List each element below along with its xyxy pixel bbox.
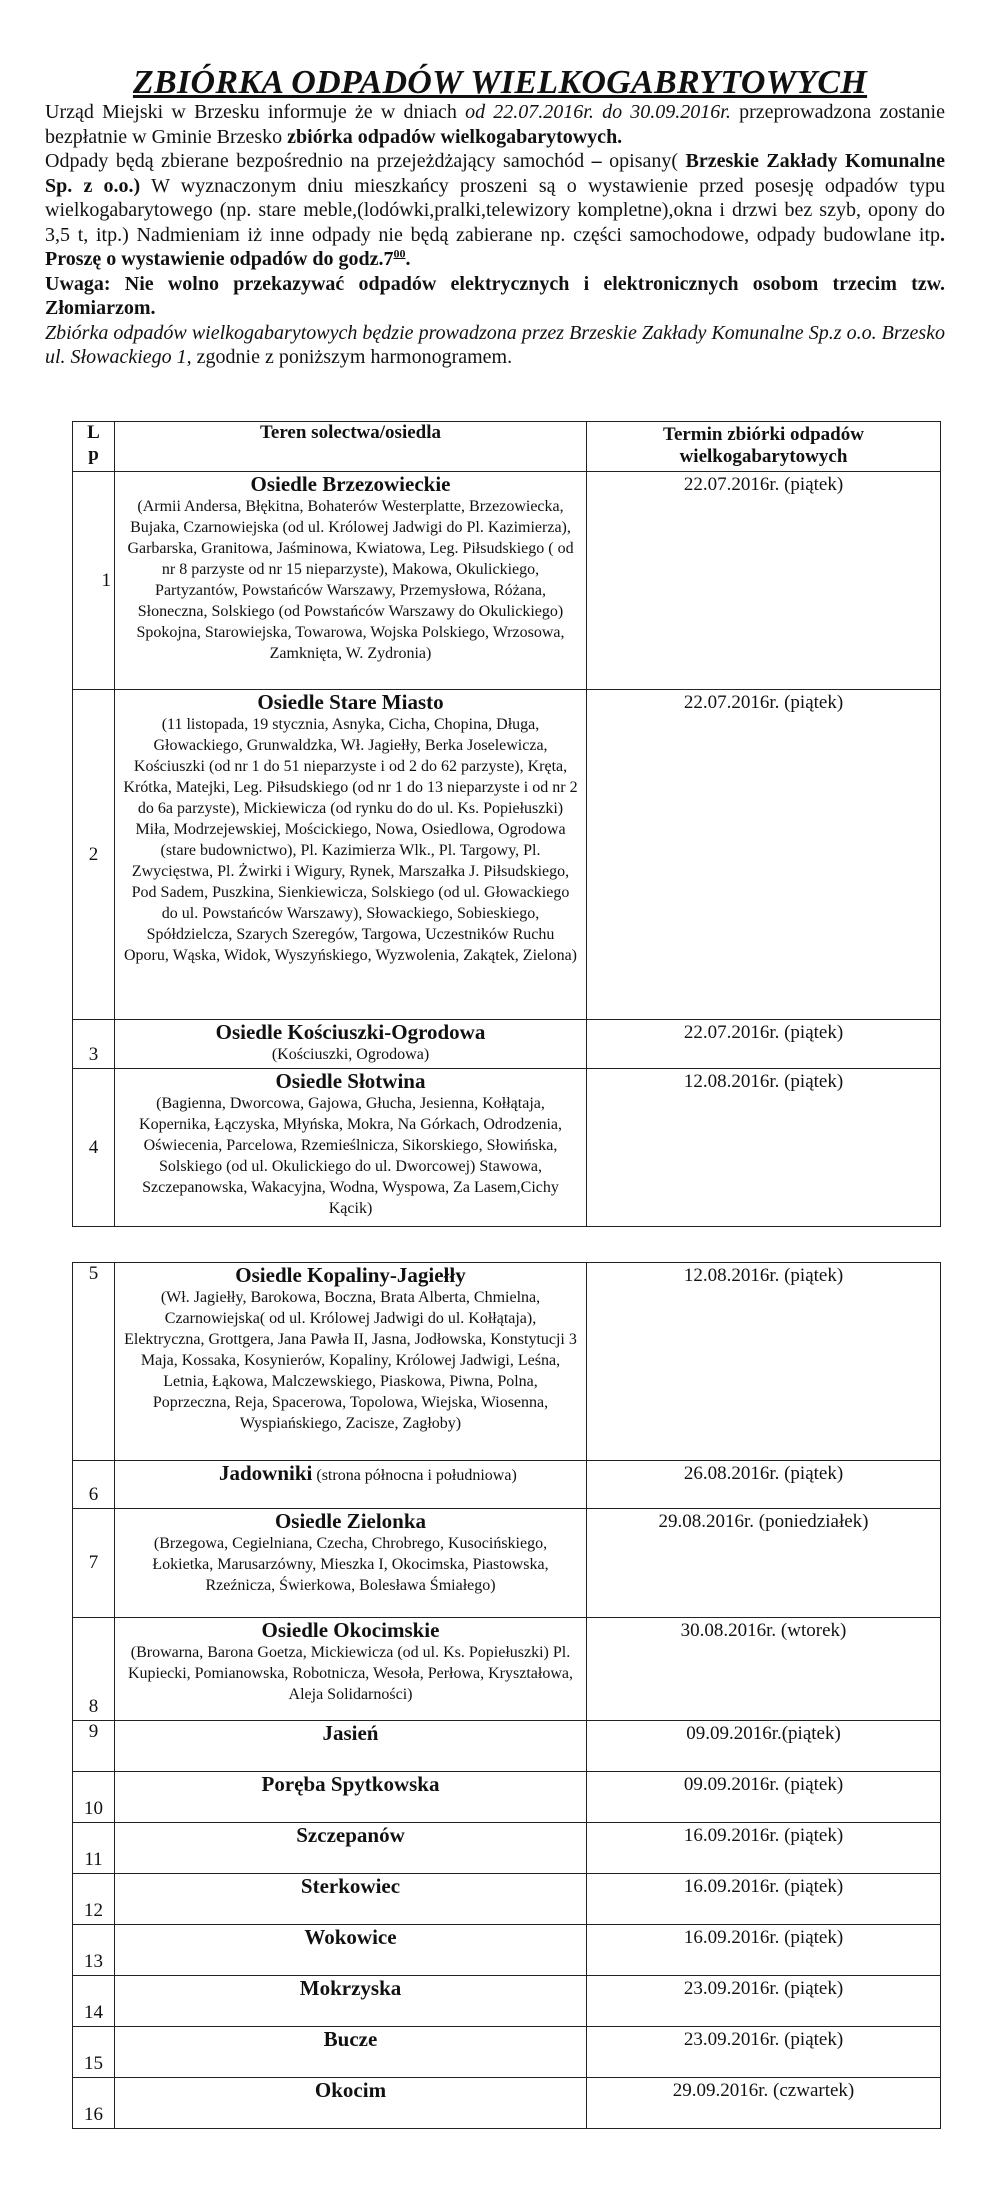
table-row [73,472,941,690]
area-name: Okocim [314,2078,387,2102]
area-streets: (Armii Andersa, Błękitna, Bohaterów Westerplatte, Brzezowiecka, Bujaka, Czarnowiejska (od ul. Królowej Jadwigi do Pl. Kazimierza), Garbarska, Granitowa, Jaśminowa, Kwiatowa, Leg. Piłsudskiego ( od nr 8 parzyste od nr 15 nieparzyste), Makowa, Okulickiego, Partyzantów, Powstańców Warszawy, Przemysłowa, Różana, Słoneczna, Solskiego (od Powstańców Warszawy do Okulickiego) Spokojna, Starowiejska, Towarowa, Wojska Polskiego, Wrzosowa, Zamknięta, W. Zydronia) [127,498,574,662]
row-number: 8 [73,1618,115,1721]
table-row [73,1721,941,1772]
row-number: 7 [73,1509,115,1618]
announcement-text: Urząd Miejski w Brzesku informuje że w dniach [45,101,466,123]
area-name: Mokrzyska [299,1976,402,2000]
operator-text: Zbiórka odpadów wielkogabarytowych będzie prowadzona przez Brzeskie Zakłady Komunalne Sp.z o.o. Brzesko ul. Słowackiego 1, [45,321,945,368]
collection-date: 30.08.2016r. (wtorek) [587,1618,941,1721]
area-name: Osiedle Kościuszki-Ogrodowa [215,1020,486,1044]
area-name: Wokowice [304,1925,397,1949]
area-cell [115,1509,587,1618]
collection-name: zbiórka odpadów wielkogabarytowych. [287,125,623,148]
area-streets: (Bagienna, Dworcowa, Gajowa, Głucha, Jesienna, Kołłątaja, Kopernika, Łączyska, Młyńska, Mokra, Na Górkach, Odrodzenia, Oświecenia, Parcelowa, Rzemieślnicza, Sikorskiego, Słowińska, Solskiego (od ul. Okulickiego do ul. Dworcowej) Stawowa, Szczepanowska, Wakacyjna, Wodna, Wyspowa, Za Lasem,Cichy Kącik) [139,1095,562,1217]
area-cell [115,2078,587,2129]
area-name: Osiedle Słotwina [275,1069,426,1093]
area-cell [115,1976,587,2027]
table-row [73,1772,941,1823]
area-streets: (Wł. Jagiełły, Barokowa, Boczna, Brata Alberta, Chmielna, Czarnowiejska( od ul. Królowej Jadwigi do ul. Kołłątaja), Elektryczna, Grottgera, Jana Pawła II, Jasna, Jodłowska, Konstytucji 3 Maja, Kossaka, Kosynierów, Kopaliny, Królowej Jadwigi, Leśna, Letnia, Łąkowa, Malczewskiego, Piaskowa, Piwna, Polna, Poprzeczna, Reja, Spacerowa, Topolowa, Wiejska, Wiosenna, Wyspiańskiego, Zacisze, Zagłoby) [124,1289,577,1432]
row-number: 16 [73,2078,115,2129]
collection-date: 12.08.2016r. (piątek) [587,1069,941,1227]
header-date: Termin zbiórki odpadów wielkogabarytowych [587,422,941,472]
schedule-table-part-1 [72,421,941,1227]
collection-date: 26.08.2016r. (piątek) [587,1461,941,1509]
collection-date: 16.09.2016r. (piątek) [587,1874,941,1925]
area-streets: (11 listopada, 19 stycznia, Asnyka, Cicha, Chopina, Długa, Głowackiego, Grunwaldzka, Wł. Jagiełły, Berka Joselewicza, Kościuszki (od nr 1 do 51 nieparzyste i od 2 do 62 parzyste), Kręta, Krótka, Matejki, Leg. Piłsudskiego (od nr 1 do 13 nieparzyste i od nr 2 do 6a parzyste), Mickiewicza (od rynku do do ul. Ks. Popiełuszki) Miła, Modrzejewskiej, Mościckiego, Nowa, Osiedlowa, Ogrodowa (stare budownictwo), Pl. Kazimierza Wlk., Pl. Targowy, Pl. Zwycięstwa, Pl. Żwirki i Wigury, Rynek, Marszałka J. Piłsudskiego, Pod Sadem, Puszkina, Sienkiewicza, Solskiego (od ul. Głowackiego do ul. Powstańców Warszawy), Słowackiego, Sobieskiego, Spółdzielcza, Szarych Szeregów, Targowa, Uczestników Ruchu Oporu, Wąska, Widok, Wyszyńskiego, Wyzwolenia, Zakątek, Zielona) [123,716,578,964]
row-number: 4 [73,1069,115,1227]
intro-paragraph-details [45,149,945,272]
header-area: Teren solectwa/osiedla [115,422,587,472]
collection-date: 29.08.2016r. (poniedziałek) [587,1509,941,1618]
table-row [73,1618,941,1721]
area-cell [115,1069,587,1227]
area-name: Bucze [323,2027,378,2051]
area-name: Osiedle Zielonka [274,1509,427,1533]
row-number: 5 [73,1263,115,1461]
area-cell [115,472,587,690]
row-number: 13 [73,1925,115,1976]
area-cell [115,2027,587,2078]
table-row [73,1509,941,1618]
table-row [73,1823,941,1874]
operator-text-cont: zgodnie z poniższym harmonogramem. [191,346,513,368]
collection-date: 16.09.2016r. (piątek) [587,1823,941,1874]
table-row [73,1461,941,1509]
area-cell [115,1263,587,1461]
collection-date: 16.09.2016r. (piątek) [587,1925,941,1976]
row-number: 10 [73,1772,115,1823]
area-name: Osiedle Kopaliny-Jagiełły [235,1263,466,1287]
details-waste-types: W wyznaczonym dniu mieszkańcy proszeni są o wystawienie przed posesję odpadów typu wielkogabarytowego (np. stare meble,(lodówki,pralki,telewizory kompletne),okna i drzwi bez szyb, opony do 3,5 t, itp.) Nadmieniam iż inne odpady nie będą zabierane np. części samochodowe, odpady budowlane itp [45,174,945,246]
row-number: 11 [73,1823,115,1874]
table-row [73,1263,941,1461]
collection-date: 12.08.2016r. (piątek) [587,1263,941,1461]
document-title: ZBIÓRKA ODPADÓW WIELKOGABRYTOWYCH [132,64,868,101]
area-streets: (Brzegowa, Cegielniana, Czecha, Chrobrego, Kusocińskiego, Łokietka, Marusarzówny, Mieszka I, Okocimska, Piastowska, Rzeźnicza, Świerkowa, Bolesława Śmiałego) [152,1535,549,1594]
area-name: Jadowniki [219,1461,313,1485]
row-number: 14 [73,1976,115,2027]
area-cell [115,1618,587,1721]
table-row [73,2078,941,2129]
collection-date: 22.07.2016r. (piątek) [587,690,941,1020]
table-row [73,1925,941,1976]
announcement-text-cont: przeprowadzona zostanie bezpłatnie w Gminie Brzesko [45,101,945,148]
collection-date: 09.09.2016r. (piątek) [587,1772,941,1823]
schedule-table-part-2 [72,1262,941,2129]
row-number: 15 [73,2027,115,2078]
row-number: 2 [73,690,115,1020]
warning-text: Uwaga: Nie wolno przekazywać odpadów elektrycznych i elektronicznych osobom trzecim tzw. Złomiarzom. [45,272,945,319]
area-name: Osiedle Okocimskie [261,1618,440,1642]
collection-date: 29.09.2016r. (czwartek) [587,2078,941,2129]
area-cell [115,690,587,1020]
collection-date: 22.07.2016r. (piątek) [587,472,941,690]
details-text: Odpady będą zbierane bezpośrednio na przejeżdżający samochód [45,150,592,172]
area-name: Jasień [322,1721,379,1745]
table-row [73,690,941,1020]
row-number: 3 [73,1020,115,1069]
area-cell [115,1772,587,1823]
area-cell [115,1461,587,1509]
row-number: 9 [73,1721,115,1772]
area-name: Poręba Spytkowska [261,1772,440,1796]
area-name: Sterkowiec [300,1874,401,1898]
collection-period: od 22.07.2016r. do 30.09.2016r. [465,101,731,123]
deadline-period: . [405,248,411,270]
row-number: 1 [73,472,115,690]
table-header-row [73,422,941,472]
area-cell [115,1925,587,1976]
area-cell [115,1823,587,1874]
table-row [73,2027,941,2078]
deadline-minutes: 00 [393,246,406,261]
collection-date: 23.09.2016r. (piątek) [587,2027,941,2078]
collection-date: 23.09.2016r. (piątek) [587,1976,941,2027]
area-streets: (Browarna, Barona Goetza, Mickiewicza (od ul. Ks. Popiełuszki) Pl. Kupiecki, Pomianowska, Robotnicza, Wesoła, Perłowa, Kryształowa, Aleja Solidarności) [128,1644,573,1703]
table-row [73,1976,941,2027]
area-cell [115,1874,587,1925]
area-name: Osiedle Stare Miasto [257,690,444,714]
collection-date: 22.07.2016r. (piątek) [587,1020,941,1069]
details-text-cont: opisany( [601,150,686,172]
deadline-request: . Proszę o wystawienie odpadów do godz.7 [45,223,945,270]
company-name: Brzeskie Zakłady Komunalne Sp. z o.o.) [45,150,945,197]
intro-paragraph-warning [45,272,945,321]
area-cell [115,1020,587,1069]
collection-date: 09.09.2016r.(piątek) [587,1721,941,1772]
details-dash: – [591,150,602,172]
row-number: 6 [73,1461,115,1509]
table-row [73,1069,941,1227]
intro-paragraph-operator [45,321,945,370]
area-name: Osiedle Brzezowieckie [250,472,451,496]
area-streets: (Kościuszki, Ogrodowa) [271,1046,430,1063]
intro-text [45,100,945,370]
row-number: 12 [73,1874,115,1925]
area-note: (strona północna i południowa) [316,1467,517,1484]
area-cell [115,1721,587,1772]
table-row [73,1020,941,1069]
table-row [73,1874,941,1925]
area-name: Szczepanów [296,1823,405,1847]
intro-paragraph-announcement [45,100,945,149]
header-lp: L p [73,422,115,472]
